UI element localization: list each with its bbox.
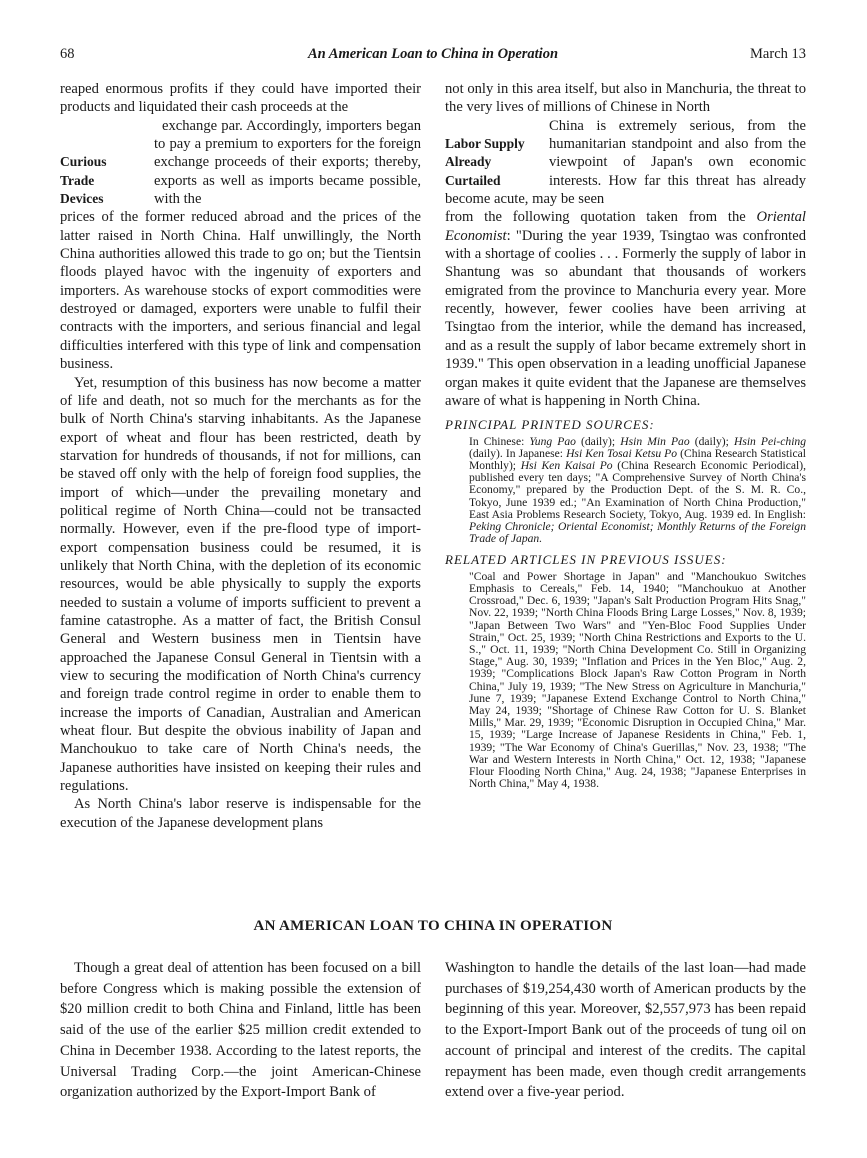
section-left-paragraph: Though a great deal of attention has been focused on a bill before Congress which is making possible the extension of $20 million credit to both China and Finland, little has been said of the use of the earlier $25 million credit extended to China in December 1938. According to the latest reports, the Universal Trading Corp.—the joint American-Chinese organization authorized by the Export-Import Bank of bbox=[60, 960, 421, 1101]
right-para-1-wrap: China is extremely serious, from the humanitarian standpoint and also from the viewpoint of Japan's own economic interests. How far this threat has already become acute, may be seen bbox=[445, 117, 806, 208]
related-heading: RELATED ARTICLES IN PREVIOUS ISSUES: bbox=[445, 552, 727, 568]
sidenote-curious-trade-devices bbox=[60, 153, 154, 208]
section-title: AN AMERICAN LOAN TO CHINA IN OPERATION bbox=[253, 918, 613, 934]
sidenote-line: Devices bbox=[60, 191, 104, 207]
related-articles-list: "Coal and Power Shortage in Japan" and "Manchoukuo Switches Emphasis to Cereals," Feb. 14, 1940; "Manchoukuo at Another Crossroad," Dec. 6, 1939; "Japan's Salt Production Program Hits Snag," Nov. 22, 1939; "North China Floods Bring Large Losses," Nov. 8, 1939; "Japan Between Two Wars" and "Yen-Bloc Food Supplies Under Strain," Oct. 25, 1939; "North China Restrictions and Exports to the U. S.," Oct. 11, 1939; "North China Development Co. Still in Organizing Stage," Aug. 30, 1939; "Inflation and Prices in the Yen Bloc," Aug. 2, 1939; "Complications Block Japan's Raw Cotton Program in North China," July 19, 1939; "The New Stress on Agriculture in Manchuria," June 7, 1939; "Japanese Extend Exchange Control to North China," May 24, 1939; "Shortage of Chinese Raw Cotton for U. S. Blanket Mills," Mar. 29, 1939; "Economic Disruption in Occupied China," Mar. 15, 1939; "Large Increase of Japanese Residents in China," Feb. 1, 1939; "The War Economy of China's Guerillas," Nov. 23, 1938; "The War and Western Interests in North China," Oct. 12, 1938; "Japanese Flour Flooding North China," Aug. 24, 1938; "Japanese Enterprises in North China," May 4, 1938. bbox=[469, 569, 806, 791]
sidenote-line: Labor Supply bbox=[445, 136, 525, 152]
sidenote-labor-supply bbox=[445, 135, 549, 190]
sidenote-line: Curtailed bbox=[445, 172, 501, 188]
left-para-1-rest: prices of the former reduced abroad and the prices of the latter raised in North China. Half unwillingly, the North China authorities allowed this trade to go on; but the Tientsin floods played havoc with the ingenuity of exporters and importers. As warehouse stocks of export commodities were destroyed or damaged, exporters were unable to fulfil their contracts with the importers, and serious financial and legal difficulties interfered with this type of link and compensation business. bbox=[60, 209, 421, 373]
left-para-3: As North China's labor reserve is indispensable for the execution of the Japanese development plans bbox=[60, 796, 421, 831]
sidenote-line: Trade bbox=[60, 172, 95, 188]
right-column bbox=[445, 80, 806, 790]
sources-list: In Chinese: Yung Pao (daily); Hsin Min Pao (daily); Hsin Pei-ching (daily). In Japanese: Hsi Ken Tosai Ketsu Po (China Research Statistical Monthly); Hsi Ken Kaisai Po (China Research Economic Periodical), published every ten days; "A Comprehensive Survey of North China's Economy," prepared by the Production Dept. of the S. M. R. Co., Tokyo, June 1939 ed.; "An Examination of North China Production," East Asia Problems Research Society, Tokyo, Aug. 1939 ed. In English: Peking Chronicle; Oriental Economist; Monthly Returns of the Foreign Trade of Japan. bbox=[469, 434, 807, 546]
running-header bbox=[60, 46, 806, 68]
sources-heading: PRINCIPAL PRINTED SOURCES: bbox=[445, 417, 655, 433]
running-title: An American Loan to China in Operation bbox=[307, 46, 559, 62]
left-para-1-wrap: exchange par. Accordingly, importers began to pay a premium to exporters for the foreign exchange proceeds of their exports; thereby, exports as well as imports became possible, with the bbox=[154, 117, 421, 208]
sidenote-line: Already bbox=[445, 154, 492, 170]
issue-date: March 13 bbox=[750, 46, 806, 62]
right-para-1-top: not only in this area itself, but also in Manchuria, the threat to the very lives of millions of Chinese in North bbox=[445, 81, 806, 116]
section-right-column bbox=[445, 958, 806, 1103]
right-para-1-rest: from the following quotation taken from the Oriental Economist: "During the year 1939, Tsingtao was confronted with a shortage of coolies . . . Formerly the supply of labor in Shantung was so abundant that thousands of workers emigrated from the province to Manchuria every year. More recently, however, fewer coolies have been arriving at Tsingtao from the interior, while the demand has increased, and as a result the supply of labor became extremely short in 1939." This open observation in a leading unofficial Japanese organ makes it quite evident that the Japanese are themselves aware of what is happening in North China. bbox=[445, 209, 806, 409]
left-para-1-top: reaped enormous profits if they could have imported their products and liquidated their cash proceeds at the bbox=[60, 81, 421, 116]
left-para-2: Yet, resumption of this business has now become a matter of life and death, not so much for the merchants as for the bulk of North China's starving inhabitants. As the Japanese export of wheat and flour has been restricted, death by starvation for hundreds of thousands, if not for millions, can be staved off only with the help of foreign food supplies, the import of which—under the prevailing monetary and political regime of North China—could not be transacted normally. However, even if the pre-flood type of import-export compensation business could be resumed, it is unlikely that North China, with the depletion of its economic resources, would be able physically to supply the exports needed to sustain a volume of imports sufficient to prevent a famine catastrophe. As a matter of fact, the British Consul General and Western business men in Tientsin have approached the Japanese Consul General in Tientsin with a view to securing the modification of North China's currency and foreign trade control regime in order to enable them to increase the imports of Canadian, Australian and American wheat flour. But despite the obvious inability of Japan and Manchoukuo to take care of North China's needs, the Japanese authorities have insisted on keeping their rules and regulations. bbox=[60, 374, 421, 795]
publication-title: Oriental Economist bbox=[445, 209, 806, 244]
section-right-paragraph: Washington to handle the details of the last loan—had made purchases of $19,254,430 worth of American products by the beginning of this year. Moreover, $2,557,973 has been repaid to the Export-Import Bank out of the proceeds of tung oil on account of principal and interest of the credits. The capital repayment has been made, even though credit arrangements extend over a five-year period. bbox=[445, 960, 806, 1101]
sidenote-line: Curious bbox=[60, 154, 107, 170]
page-number: 68 bbox=[60, 46, 75, 62]
left-column bbox=[60, 80, 421, 832]
section-left-column bbox=[60, 958, 421, 1103]
